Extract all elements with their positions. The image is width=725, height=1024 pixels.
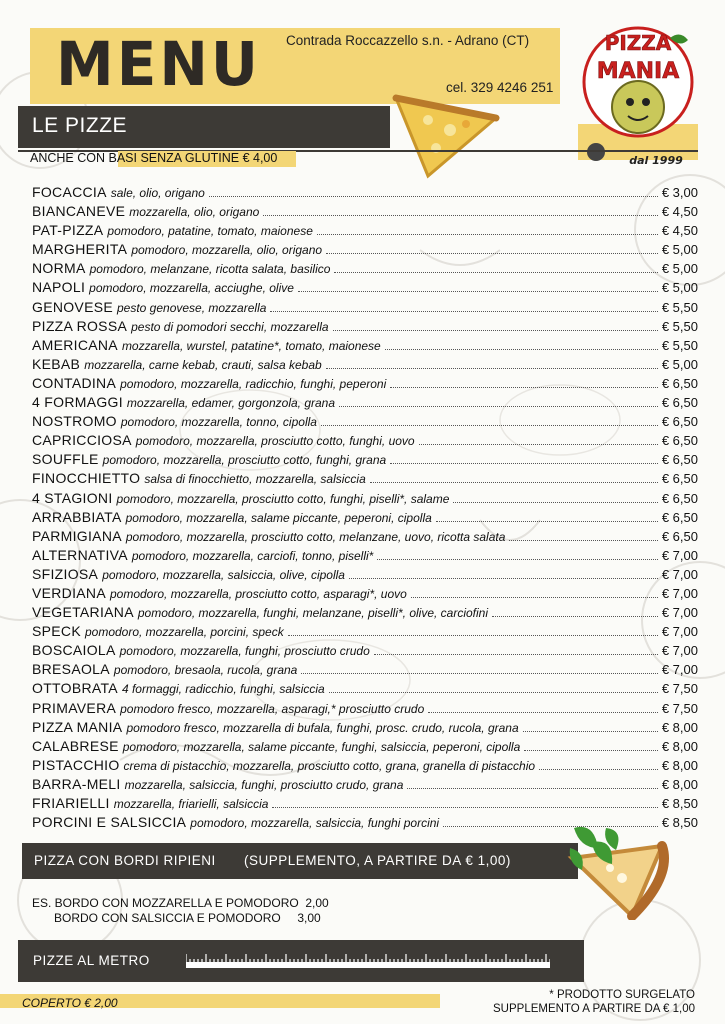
pizza-name: PRIMAVERA [32,699,117,716]
pizza-price: € 6,50 [661,414,698,430]
pizza-name: SPECK [32,623,81,640]
pizza-price: € 8,50 [661,815,698,831]
pizza-row [32,623,698,642]
pizza-name: VERDIANA [32,584,106,601]
pizza-row [32,604,698,623]
pizza-name: NAPOLI [32,279,86,296]
pizza-row [32,451,698,470]
pizza-ingredients: pomodoro, mozzarella, prosciutto cotto, funghi, piselli*, salame [116,491,450,506]
logo-word-2: MANIA [596,59,680,84]
pizza-row [32,700,698,719]
dot-leader [298,291,658,292]
pizza-price: € 8,00 [661,719,698,735]
pizza-ingredients: pomodoro, patatine, tomato, maionese [107,224,313,239]
dot-leader [326,253,658,254]
pizza-slice-image [388,90,503,180]
pizza-name: NOSTROMO [32,413,117,430]
dot-leader [334,272,657,273]
pizza-price: € 6,50 [661,490,698,506]
pizza-ingredients: salsa di finocchietto, mozzarella, salsiccia [144,472,366,487]
dot-leader [453,502,657,503]
pizza-name: BRESAOLA [32,661,110,678]
pizza-row [32,719,698,738]
dot-leader [301,673,658,674]
dot-leader [390,463,658,464]
stuffed-crust-subtitle: (SUPPLEMENTO, A PARTIRE DA € 1,00) [244,853,511,868]
dot-leader [377,559,658,560]
pizza-price: € 4,50 [661,204,698,220]
dot-leader [428,712,658,713]
dot-leader [370,482,658,483]
pizza-name: PARMIGIANA [32,527,122,544]
pizza-row [32,738,698,757]
pizza-price: € 4,50 [661,223,698,239]
pizza-name: BIANCANEVE [32,203,126,220]
pizza-row [32,680,698,699]
pizza-row [32,757,698,776]
pizza-price: € 7,00 [661,643,698,659]
pizza-price: € 5,00 [661,356,698,372]
pizza-row [32,509,698,528]
pizza-name: AMERICANA [32,336,118,353]
pizza-ingredients: pesto genovese, mozzarella [116,300,267,315]
dot-leader [321,425,658,426]
pizza-ingredients: pomodoro, mozzarella, tonno, cipolla [120,415,317,430]
pizza-name: VEGETARIANA [32,604,134,621]
pizza-name: ARRABBIATA [32,508,122,525]
pizza-row [32,318,698,337]
pizza-name: CALABRESE [32,737,119,754]
pizza-ingredients: pomodoro, mozzarella, olio, origano [131,243,323,258]
pizza-ingredients: crema di pistacchio, mozzarella, prosciutto cotto, grana, granella di pistacchio [123,758,536,773]
pizza-name: SOUFFLE [32,451,99,468]
pizza-name: PORCINI E SALSICCIA [32,814,187,831]
pizza-ingredients: sale, olio, origano [110,186,205,200]
pizza-ingredients: pomodoro, mozzarella, radicchio, funghi, peperoni [120,376,387,391]
stuffed-crust-example-1: ES. BORDO CON MOZZARELLA E POMODORO 2,00 [32,896,329,910]
pizza-price: € 7,00 [661,547,698,563]
phone-number: cel. 329 4246 251 [446,80,554,95]
ruler-graphic [186,952,550,970]
dot-leader [419,444,658,445]
pizza-mania-logo [578,12,698,177]
pizza-row [32,642,698,661]
pizza-price: € 8,00 [661,776,698,792]
pizza-ingredients: pomodoro, melanzane, ricotta salata, basilico [89,262,331,277]
dot-leader [524,750,658,751]
dot-leader [539,769,658,770]
pizza-price: € 6,50 [661,395,698,411]
pizza-price: € 7,00 [661,605,698,621]
dot-leader [339,406,658,407]
pizza-price: € 3,00 [661,185,698,200]
logo-word-1: PIZZA [604,31,672,55]
pizza-name: 4 STAGIONI [32,489,113,506]
pizza-ingredients: pomodoro, mozzarella, salame piccante, peperoni, cipolla [125,510,432,525]
pizza-price: € 7,50 [661,681,698,697]
frozen-product-note: * PRODOTTO SURGELATO [549,989,695,1001]
pizza-price: € 8,50 [661,796,698,811]
pizza-ingredients: pomodoro, mozzarella, carciofi, tonno, piselli* [131,548,374,563]
pizza-price: € 5,00 [661,261,698,277]
pizza-name: FOCACCIA [32,184,107,200]
dot-leader [349,578,658,579]
pizza-price: € 7,00 [661,566,698,582]
pizza-name: GENOVESE [32,298,113,315]
pizza-name: BOSCAIOLA [32,642,116,659]
pizza-price: € 7,00 [661,662,698,678]
pizza-ingredients: mozzarella, edamer, gorgonzola, grana [126,396,336,411]
pizza-row [32,585,698,604]
pizza-name: FINOCCHIETTO [32,470,141,487]
pizza-price: € 6,50 [661,528,698,544]
pizza-ingredients: pomodoro, mozzarella, prosciutto cotto, asparagi*, uovo [109,586,407,601]
pizza-ingredients: pomodoro, mozzarella, porcini, speck [84,625,284,640]
pizza-row [32,279,698,298]
gluten-free-note [30,151,277,165]
pizza-row [32,222,698,241]
pizza-row [32,470,698,489]
pizza-row [32,260,698,279]
pizza-ingredients: pomodoro, mozzarella, salsiccia, olive, cipolla [102,567,345,582]
pizza-ingredients: 4 formaggi, radicchio, funghi, salsiccia [121,682,325,697]
pizza-row [32,394,698,413]
pizza-row [32,490,698,509]
pizza-name: SFIZIOSA [32,565,99,582]
pizza-price: € 7,50 [661,700,698,716]
dot-leader [329,692,658,693]
pizza-row [32,241,698,260]
dot-leader [509,540,657,541]
pizza-price: € 6,50 [661,471,698,487]
pizza-name: FRIARIELLI [32,795,110,811]
pizza-ingredients: mozzarella, carne kebab, crauti, salsa kebab [84,357,322,372]
pizza-ingredients: pomodoro, mozzarella, funghi, melanzane, piselli*, olive, carciofini [137,606,489,621]
dot-leader [385,349,658,350]
pizza-price: € 7,00 [661,624,698,640]
pizza-row [32,547,698,566]
pizza-name: PIZZA ROSSA [32,317,128,334]
pizza-name: 4 FORMAGGI [32,394,123,411]
dot-leader [411,597,658,598]
pizza-ingredients: pomodoro fresco, mozzarella di bufala, funghi, prosc. crudo, rucola, grana [126,720,519,735]
pizza-row [32,661,698,680]
pizza-ingredients: mozzarella, wurstel, patatine*, tomato, maionese [121,338,381,353]
supplement-note: SUPPLEMENTO A PARTIRE DA € 1,00 [493,1003,695,1015]
pizza-price: € 5,00 [661,242,698,258]
pizza-ingredients: mozzarella, salsiccia, funghi, prosciutto crudo, grana [124,777,404,792]
pizza-name: PIZZA MANIA [32,718,123,735]
pizza-price: € 5,00 [661,280,698,296]
pizza-row [32,566,698,585]
pizza-row [32,776,698,795]
pizza-name: CONTADINA [32,374,117,391]
dot-leader [288,635,658,636]
pizza-ingredients: pomodoro, mozzarella, acciughe, olive [89,281,294,296]
pizza-ingredients: pomodoro, mozzarella, funghi, prosciutto crudo [119,644,370,659]
pizza-ingredients: pomodoro, mozzarella, salsiccia, funghi porcini [190,816,440,831]
pizza-row [32,203,698,222]
dot-leader [317,234,658,235]
pizza-price: € 6,50 [661,452,698,468]
pizza-price: € 8,00 [661,757,698,773]
logo-year: dal 1999 [629,154,683,167]
pizza-ingredients: mozzarella, olio, origano [129,205,260,220]
pizza-name: KEBAB [32,355,81,372]
pizza-price: € 5,50 [661,318,698,334]
dot-leader [407,788,657,789]
address: Contrada Roccazzello s.n. - Adrano (CT) [286,33,530,48]
pizza-row [32,356,698,375]
pizza-row [32,337,698,356]
dot-leader [326,368,658,369]
pizza-name: BARRA-MELI [32,775,121,792]
pizza-ingredients: pomodoro, mozzarella, prosciutto cotto, funghi, grana [102,453,387,468]
pizza-price: € 6,50 [661,509,698,525]
pizza-row [32,299,698,318]
dot-leader [270,311,657,312]
gluten-highlight: BASI SENZA GLUTINE € 4,00 [108,151,278,165]
dot-leader [263,215,658,216]
dot-leader [374,654,658,655]
stuffed-crust-title: PIZZA CON BORDI RIPIENI [34,853,216,868]
pizza-list [32,184,698,833]
dot-leader [492,616,658,617]
pizza-row [32,184,698,203]
pizza-name: CAPRICCIOSA [32,432,132,449]
pizza-row [32,528,698,547]
menu-title: MENU [56,28,261,100]
dot-leader [390,387,658,388]
pizza-name: ALTERNATIVA [32,546,128,563]
pizza-ingredients: pomodoro fresco, mozzarella, asparagi,* prosciutto crudo [120,701,425,716]
gluten-prefix: ANCHE CON [30,151,106,165]
pizza-row [32,375,698,394]
pizza-name: MARGHERITA [32,241,128,258]
pizza-ingredients: pomodoro, bresaola, rucola, grana [113,663,298,678]
pizza-name: NORMA [32,260,86,277]
pizza-row [32,413,698,432]
dot-leader [523,731,658,732]
dot-leader [272,807,657,808]
pizza-ingredients: mozzarella, friarielli, salsiccia [113,797,269,811]
pizza-row [32,432,698,451]
pizza-ingredients: pesto di pomodori secchi, mozzarella [131,319,329,334]
pizza-name: OTTOBRATA [32,680,118,697]
coperto-price: COPERTO € 2,00 [22,996,118,1010]
dot-leader [436,521,658,522]
dot-leader [333,330,658,331]
pizza-price: € 6,50 [661,375,698,391]
pizza-name: PISTACCHIO [32,756,120,773]
dot-leader [209,196,658,197]
pizza-name: PAT-PIZZA [32,222,104,239]
pizza-ingredients: pomodoro, mozzarella, prosciutto cotto, funghi, uovo [135,434,415,449]
pizza-ingredients: pomodoro, mozzarella, salame piccante, funghi, salsiccia, peperoni, cipolla [122,739,521,754]
pizza-price: € 5,50 [661,337,698,353]
pizza-price: € 7,00 [661,585,698,601]
pizza-price: € 5,50 [661,299,698,315]
pizza-row [32,795,698,814]
section-title: LE PIZZE [32,114,128,137]
pizza-price: € 6,50 [661,433,698,449]
pizza-price: € 8,00 [661,738,698,754]
rucola-pizza-slice-image [562,818,674,920]
pizza-ingredients: pomodoro, mozzarella, prosciutto cotto, melanzane, uovo, ricotta salata [125,529,506,544]
metro-title: PIZZE AL METRO [33,953,150,968]
stuffed-crust-example-2: BORDO CON SALSICCIA E POMODORO 3,00 [54,911,321,925]
